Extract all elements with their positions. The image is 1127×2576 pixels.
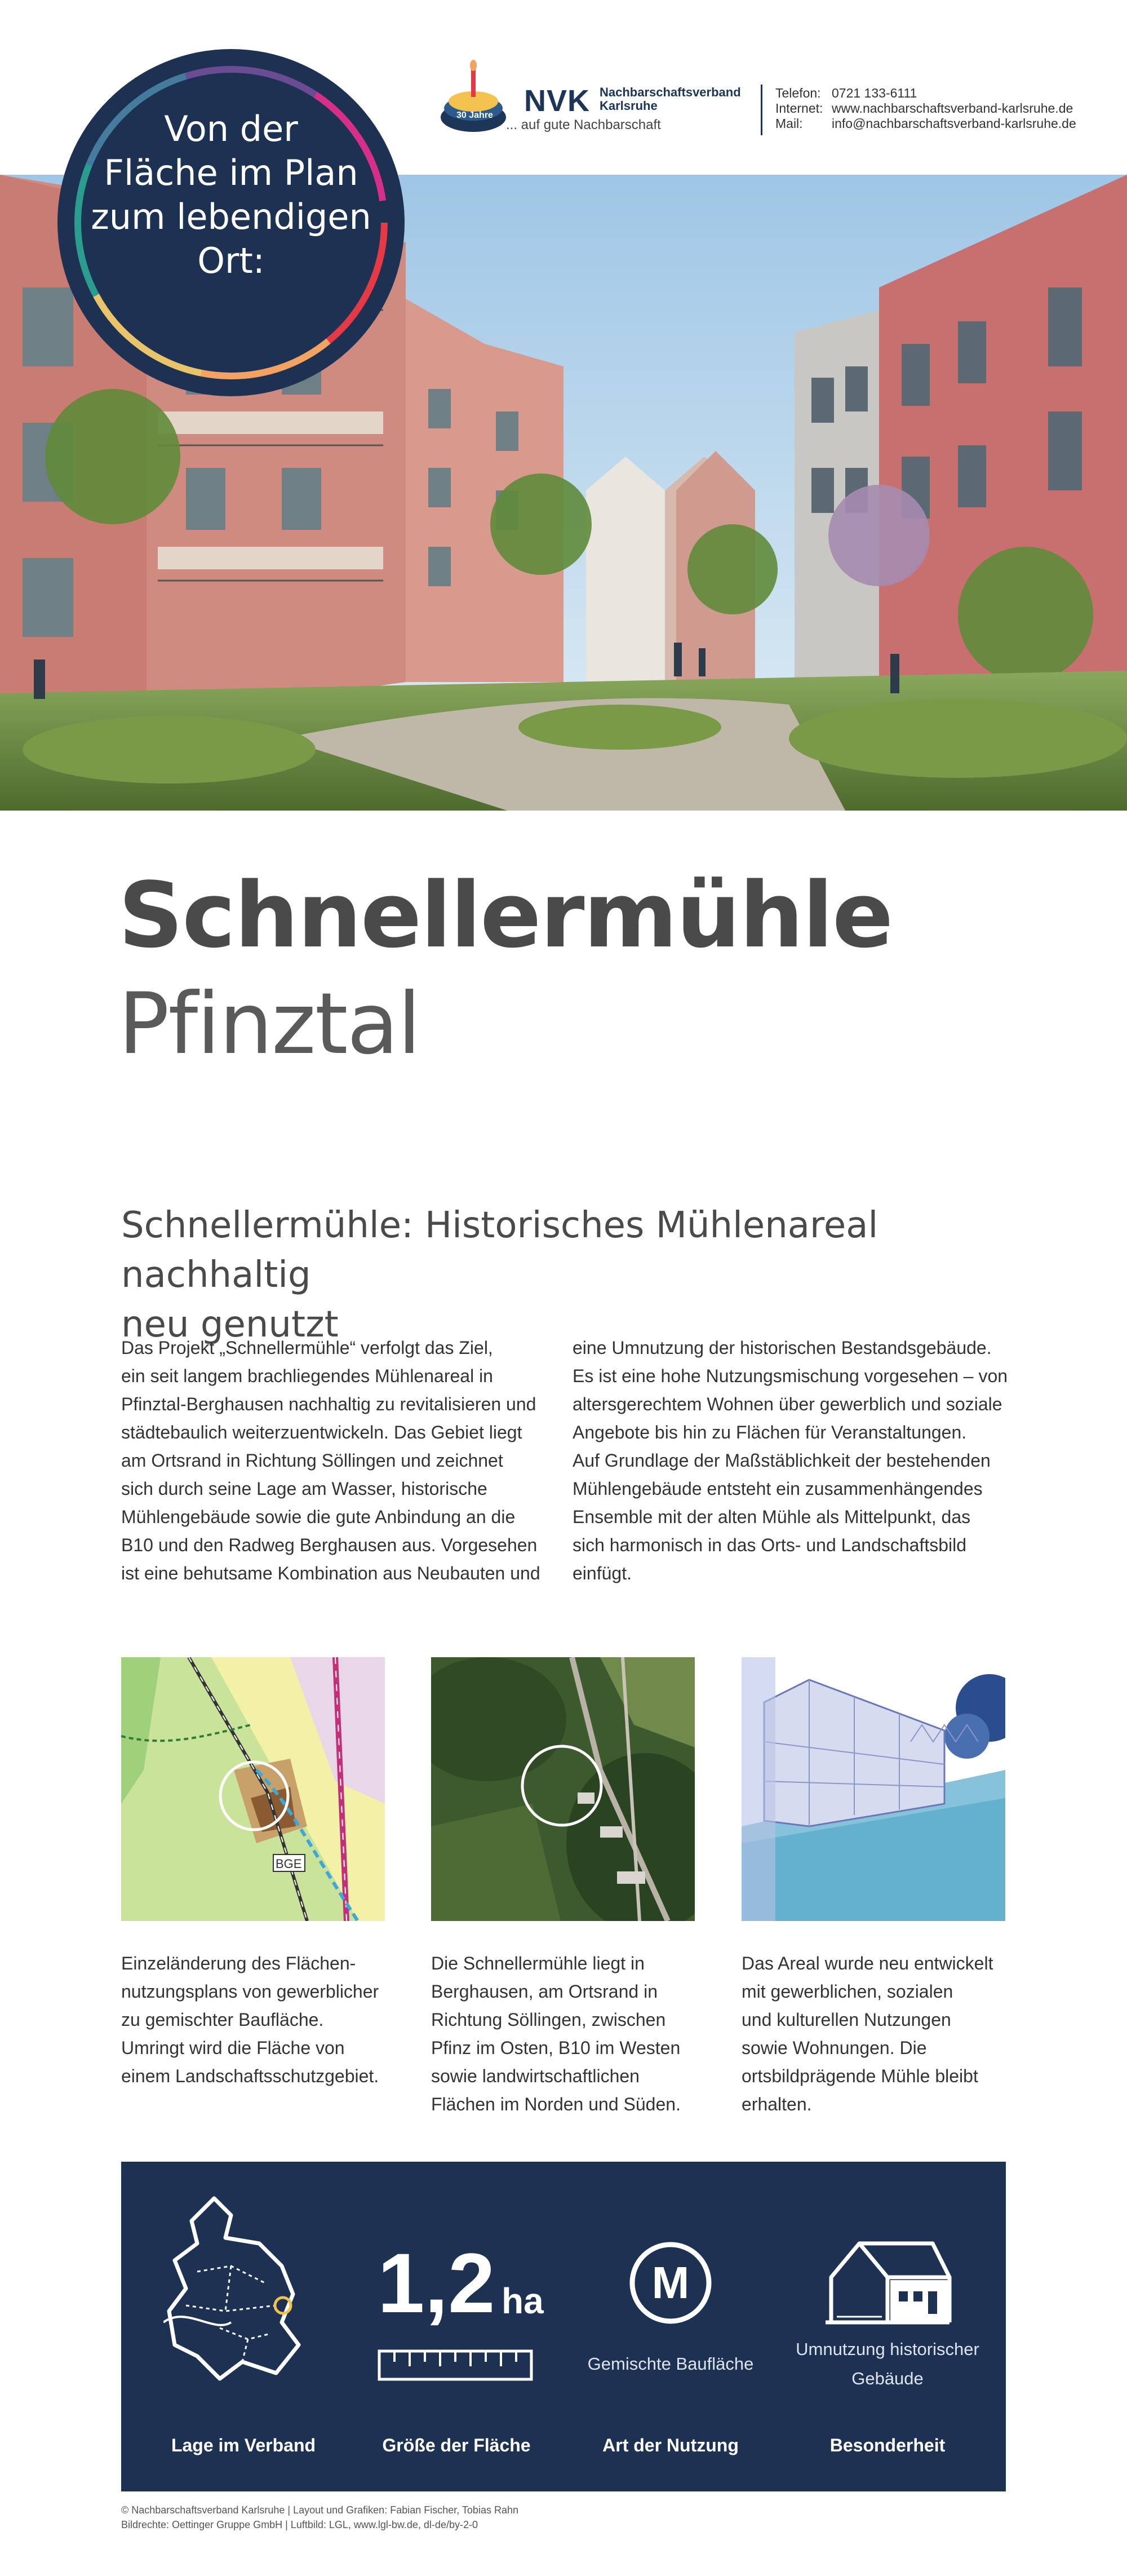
badge-line: Fläche im Plan — [104, 152, 358, 193]
body-column-right: eine Umnutzung der historischen Bestandsgebäude. Es ist eine hohe Nutzungsmischung vorgesehen – von altersgerechtem Wohnen über gewerblich und soziale Angebote bis hin zu Flächen für Veranstaltungen. Auf Grundlage der Maßstäblichkeit der bestehenden Mühlengebäude entsteht ein zusammenhängendes Ensemble mit der alten Mühle als Mittelpunkt, das sich harmonisch in das Orts- und Landschaftsbild einfügt. — [573, 1338, 1008, 1583]
credits-line: © Nachbarschaftsverband Karlsruhe | Layout und Grafiken: Fabian Fischer, Tobias Rahn — [121, 2504, 518, 2516]
badge-text — [79, 107, 383, 283]
website-link[interactable]: www.nachbarschaftsverband-karlsruhe.de — [832, 101, 1073, 116]
label-area: Größe der Fläche — [382, 2435, 531, 2455]
ruler-icon — [378, 2349, 533, 2381]
region-map-icon — [163, 2193, 310, 2384]
badge-line: Von der — [164, 108, 298, 149]
caption-development: Das Areal wurde neu entwickelt mit gewerblichen, sozialen und kulturellen Nutzungen sowie Wohnungen. Die ortsbildprägende Mühle bleibt erhalten. — [742, 1953, 993, 2114]
building-illustration — [742, 1657, 1005, 1921]
page-title: Schnellermühle — [118, 862, 893, 968]
logo-org — [600, 86, 741, 113]
area-unit: ha — [502, 2281, 544, 2321]
caption-zoning: Einzeländerung des Flächen- nutzungsplans von gewerblicher zu gemischter Baufläche. Umringt wird die Fläche von einem Landschaftsschutzgebiet. — [121, 1953, 379, 2086]
logo-tagline: ... auf gute Nachbarschaft — [506, 117, 661, 132]
label-usage: Art der Nutzung — [602, 2435, 739, 2455]
header-divider — [761, 85, 762, 135]
credits-line: Bildrechte: Oettinger Gruppe GmbH | Luftbild: LGL, www.lgl-bw.de, dl-de/by-2-0 — [121, 2519, 478, 2530]
phone-number[interactable]: 0721 133-6111 — [832, 86, 917, 100]
contact-web: Internet: www.nachbarschaftsverband-karlsruhe.de — [775, 101, 1073, 116]
logo-org-line2: Karlsruhe — [600, 99, 658, 113]
special-text: Umnutzung historischer Gebäude — [796, 2339, 979, 2388]
badge-line: zum lebendigen — [91, 196, 371, 237]
zoning-map-image — [121, 1657, 385, 1921]
nvk-logo — [440, 56, 755, 135]
contact-mail: Mail: info@nachbarschaftsverband-karlsruhe.de — [775, 116, 1076, 131]
logo-name: NVK — [524, 84, 591, 118]
badge-line: Ort: — [197, 240, 265, 281]
section-heading: Schnellermühle: Historisches Mühlenareal nachhaltig neu genutzt — [121, 1205, 878, 1345]
cake-icon — [440, 56, 507, 135]
logo-badge: 30 Jahre — [456, 110, 493, 120]
usage-symbol: M — [651, 2258, 690, 2308]
usage-text: Gemischte Baufläche — [587, 2354, 754, 2374]
aerial-photo — [431, 1657, 695, 1921]
map-label: BGE — [276, 1857, 302, 1871]
email-link[interactable]: info@nachbarschaftsverband-karlsruhe.de — [832, 116, 1076, 131]
contact-phone: Telefon: 0721 133-6111 — [775, 86, 917, 100]
aerial-view — [431, 1657, 695, 1921]
label-location: Lage im Verband — [171, 2435, 316, 2455]
label-special: Besonderheit — [829, 2435, 946, 2455]
historic-building-icon — [820, 2232, 955, 2328]
body-column-left: Das Projekt „Schnellermühle“ verfolgt das Ziel, ein seit langem brachliegendes Mühlenareal in Pfinztal-Berghausen nachhaltig zu revitalisieren und städtebaulich weiterzuentwickeln. Das Gebiet liegt am Ortsrand in Richtung Söllingen und zeichnet sich durch seine Lage am Wasser, historische Mühlengebäude sowie die gute Anbindung an die B10 und den Radweg Berghausen aus. Vorgesehen ist eine behutsame Kombination aus Neubauten und — [121, 1338, 540, 1583]
logo-org-line1: Nachbarschaftsverband — [600, 85, 741, 99]
area-value: 1,2 — [378, 2236, 495, 2330]
page-subtitle: Pfinztal — [118, 975, 420, 1073]
zoning-map — [121, 1657, 385, 1921]
caption-location: Die Schnellermühle liegt in Berghausen, am Ortsrand in Richtung Söllingen, zwischen Pfinz im Osten, B10 im Westen sowie landwirtschaftlichen Flächen im Norden und Süden. — [431, 1953, 681, 2114]
contact-block — [775, 86, 1076, 131]
architecture-sketch — [742, 1657, 1005, 1921]
credits — [121, 2503, 518, 2532]
